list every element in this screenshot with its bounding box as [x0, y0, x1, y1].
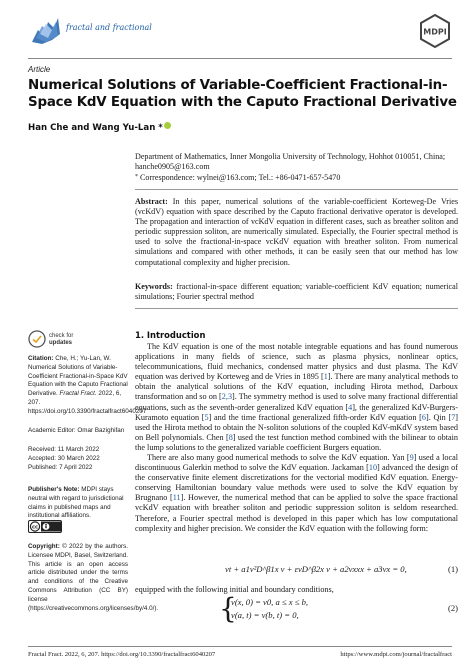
abstract-text: In this paper, numerical solutions of the variable-coefficient Korteweg-De Vries (vcKdV) equation with space described by the Caputo fractional derivative operator is developed. The propagation and interaction of vcKdV equation in different cases, such as breather soliton and periodic suppression soliton, are numerically simulated. Especially, the Fourier spectral method is used to solve the fractional-in-space vcKdV equation with breather soliton. From numerical simulations and compared with other methods, it can be easily seen that our method has low computational complexity and higher precision.: [135, 197, 458, 267]
citation-doi[interactable]: 2022, 6, 207. https://doi.org/10.3390/fractalfract6040207: [28, 390, 147, 415]
equation-number: (2): [447, 603, 458, 613]
cc-badge-text: cc: [32, 524, 38, 531]
citation-label: Citation:: [28, 355, 54, 362]
check-updates-line: check for: [49, 333, 74, 339]
citation-link[interactable]: 11: [172, 493, 181, 503]
journal-header: [28, 12, 452, 52]
correspondence: [135, 172, 458, 183]
citation-link[interactable]: 1: [323, 372, 328, 382]
mdpi-logo-icon[interactable]: [418, 14, 452, 48]
footer-citation[interactable]: Fractal Fract. 2022, 6, 207. https://doi.org/10.3390/fractalfract6040207: [28, 651, 216, 658]
publisher-note-text: MDPI stays neutral with regard to jurisdictional claims in published maps and institutional affiliations.: [28, 486, 124, 520]
journal-name[interactable]: fractal and fractional: [66, 23, 152, 32]
citation-link[interactable]: 4: [348, 402, 353, 412]
received-date: Received: 11 March 2022: [28, 446, 100, 453]
publisher-note: [28, 486, 128, 521]
paper-title: Numerical Solutions of Variable-Coefficient Fractional-in-Space KdV Equation with the Caputo Fractional Derivative: [28, 78, 457, 110]
text-run: ]. The symmetry method is used to solve many fractional differential equations, such as the seventh-order generalized KdV equation [: [135, 392, 459, 412]
text-run: ], the generalized KdV-Burgers-Kuramoto equation [: [135, 402, 459, 422]
citation-link[interactable]: 7: [451, 412, 456, 422]
citation-link[interactable]: 5: [204, 412, 209, 422]
cc-license-icon[interactable]: [28, 520, 62, 533]
boundary-condition: v(a, t) = v(b, t) = 0,: [231, 610, 299, 620]
author-names: Han Che and Wang Yu-Lan *: [28, 123, 163, 133]
keywords-label: Keywords:: [135, 282, 173, 291]
abstract-divider-bottom: [135, 308, 458, 309]
mdpi-logo-text: MDPI: [423, 27, 447, 37]
citation-journal: Fractal Fract.: [59, 390, 97, 398]
copyright-label: Copyright:: [28, 543, 60, 550]
equation-body: vt + a1v²D^β1x v + εvD^β2x v + a2vxxx + a3vx = 0,: [225, 564, 407, 574]
text-run: There are also many good numerical methods to solve the KdV equation. Yan [: [147, 453, 410, 462]
left-brace-icon: {: [219, 592, 237, 625]
citation-block: [28, 355, 147, 417]
text-run: ]. Qin [: [426, 412, 452, 422]
citation-link[interactable]: 10: [368, 463, 378, 473]
authors: [28, 122, 171, 133]
equation-number: (1): [447, 564, 458, 574]
abstract-label: Abstract:: [135, 197, 168, 206]
article-type: Article: [28, 65, 51, 74]
text-run: ] used the test function method combined with the bilinear to obtain the lump solutions to the generalized variable coefficient Burgers equation.: [135, 432, 459, 452]
text-run: ] and the time fractional generalized fifth-order KdV equation [: [208, 412, 422, 422]
section-title: 1. Introduction: [135, 330, 206, 340]
citation-text: Che, H.; Yu-Lan, W. Numerical Solutions of Variable-Coefficient Fractional-in-Space KdV Equation with the Caputo Fractional Derivative.: [28, 355, 128, 398]
abstract: [135, 197, 458, 268]
initial-condition: v(x, 0) = v0, a ≤ x ≤ b,: [231, 597, 309, 607]
check-for-updates[interactable]: [28, 330, 128, 350]
text-run: ] advanced the design of the conservative finite element discretizations for the vectorial modified KdV equation. Energy-conserving Hamiltonian boundary value methods were used to solve the KdV equation by Brugnano [: [135, 463, 458, 503]
fractal-logo-icon: [28, 12, 62, 46]
text-run: The KdV equation is one of the most notable integrable equations and has found numerous applications in many fields of science, such as plasma physics, nonlinear optics, telecommunications, fluid mechanics, condensed matter physics and dust plasma. The KdV equation was derived by Korteweg and de Vries in 1895 [: [135, 342, 458, 382]
author-email[interactable]: hanche0905@163.com: [135, 162, 210, 172]
copyright-block: [28, 543, 159, 613]
intro-paragraph-2: [135, 453, 458, 534]
intro-paragraph-1: [135, 342, 458, 453]
text-run: ]. There are many analytical methods to obtain the analytical solutions of the KdV equation, including Hirota method, Darboux transformation and so on [: [135, 372, 458, 402]
keywords: [135, 282, 458, 302]
text-run: ]. However, the numerical method that can be applied to solve the space fractional vcKdV equation with breather soliton and periodic suppression soliton is seldom researched. Therefore, a Fourier spectral method is developed in this paper which has low computational complexity and higher precision. We consider the KdV equation with the following form:: [135, 493, 458, 533]
publisher-note-label: Publisher's Note:: [28, 486, 80, 493]
citation-link[interactable]: 6: [421, 412, 426, 422]
citation-link[interactable]: 2,3: [221, 392, 233, 402]
check-updates-icon: [28, 330, 46, 348]
copyright-text: © 2022 by the authors. Licensee MDPI, Basel, Switzerland. This article is an open access article distributed under the terms and conditions of the Creative Commons Attribution (CC BY) license (https://creativecommons.org/licenses/by/4.0/).: [28, 543, 159, 612]
academic-editor: Academic Editor: Omar Bazighifan: [28, 427, 125, 434]
citation-link[interactable]: 9: [409, 453, 414, 462]
text-run: ] used a local discontinuous Galerkin method to solve the KdV equation. Jackaman [: [135, 453, 458, 473]
keywords-text: fractional-in-space different equation; variable-coefficient KdV equation; numerical simulations; Fourier spectral method: [135, 282, 458, 302]
orcid-icon[interactable]: [164, 122, 171, 129]
equation-2: [135, 592, 458, 627]
correspondence-symbol: *: [135, 174, 138, 181]
dates-block: [28, 446, 128, 472]
abstract-divider-top: [135, 189, 458, 190]
accepted-date: Accepted: 30 March 2022: [28, 454, 100, 462]
affiliation-line: Department of Mathematics, Inner Mongolia University of Technology, Hohhot 010051, China;: [135, 152, 446, 161]
footer-divider: [28, 646, 452, 647]
citation-link[interactable]: 8: [228, 432, 233, 442]
check-updates-label: [49, 333, 73, 347]
footer-journal-url[interactable]: https://www.mdpi.com/journal/fractalfract: [340, 651, 452, 658]
affiliation: [135, 152, 458, 183]
equation-lead-text: equipped with the following initial and boundary conditions,: [135, 585, 334, 594]
check-updates-line: updates: [49, 339, 73, 346]
text-run: ] used the Hirota method to obtain the N-soliton solutions of the coupled KdV-mKdV system based on Bell polynomials. Chen [: [135, 412, 459, 442]
correspondence-text: Correspondence: wylnei@163.com; Tel.: +86-0471-657-5470: [140, 173, 341, 183]
header-divider: [28, 58, 452, 59]
published-date: Published: 7 April 2022: [28, 463, 93, 471]
